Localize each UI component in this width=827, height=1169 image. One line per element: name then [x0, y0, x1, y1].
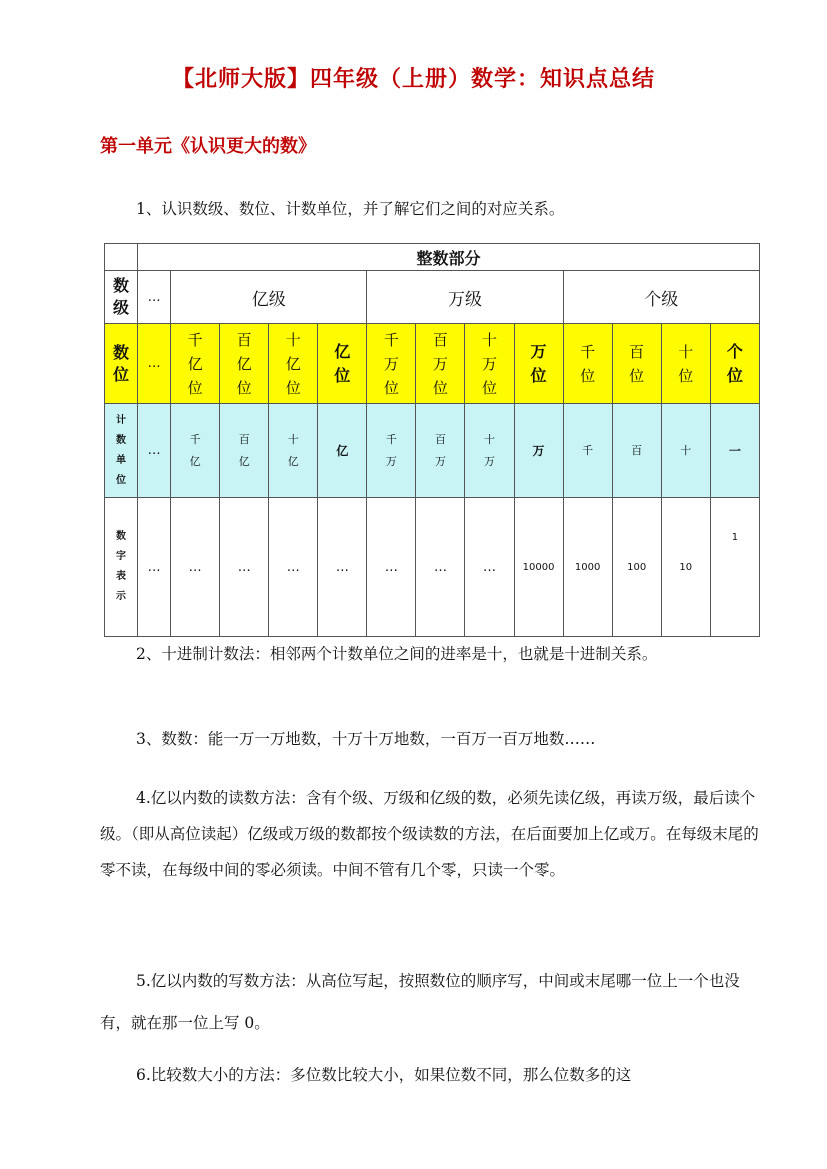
position-cell: 千万位 — [367, 324, 416, 404]
number-cell: 1000 — [563, 498, 612, 637]
level-ge: 个级 — [563, 271, 759, 324]
row-label-jibie: 数级 — [105, 271, 138, 324]
position-cell: 十位 — [661, 324, 710, 404]
level-wan: 万级 — [367, 271, 563, 324]
row-label-shuwei: 数位 — [105, 324, 138, 404]
place-value-table — [104, 243, 760, 637]
paragraph-1: 1、认识数级、数位、计数单位，并了解它们之间的对应关系。 — [136, 200, 565, 218]
whole-part-header: 整数部分 — [138, 244, 760, 271]
paragraph-6: 6.比较数大小的方法：多位数比较大小，如果位数不同，那么位数多的这 — [136, 1066, 632, 1084]
number-cell: … — [220, 498, 269, 637]
number-cell: 1 — [710, 498, 759, 637]
unit-heading: 第一单元《认识更大的数》 — [100, 136, 316, 157]
position-cell: 万位 — [514, 324, 563, 404]
number-cell: … — [416, 498, 465, 637]
unit-cell: 百亿 — [220, 404, 269, 498]
ellipsis-cell: … — [138, 271, 171, 324]
level-yi: 亿级 — [171, 271, 367, 324]
ellipsis-cell: … — [138, 324, 171, 404]
unit-cell: 十 — [661, 404, 710, 498]
paragraph-4: 4.亿以内数的读数方法：含有个级、万级和亿级的数，必须先读亿级，再读万级，最后读个级。（即从高位读起）亿级或万级的数都按个级读数的方法，在后面要加上亿或万。在每级末尾的零不读，在每级中间的零必须读。中间不管有几个零，只读一个零。 — [100, 789, 759, 879]
unit-cell: 万 — [514, 404, 563, 498]
position-cell: 千位 — [563, 324, 612, 404]
position-cell: 百位 — [612, 324, 661, 404]
position-cell: 十亿位 — [269, 324, 318, 404]
number-cell: … — [269, 498, 318, 637]
number-cell: 10000 — [514, 498, 563, 637]
position-cell: 百万位 — [416, 324, 465, 404]
unit-cell: 千 — [563, 404, 612, 498]
unit-cell: 十万 — [465, 404, 514, 498]
unit-cell: 百万 — [416, 404, 465, 498]
unit-cell: 千亿 — [171, 404, 220, 498]
position-cell: 个位 — [710, 324, 759, 404]
number-cell: 100 — [612, 498, 661, 637]
unit-cell: 千万 — [367, 404, 416, 498]
unit-cell: 百 — [612, 404, 661, 498]
ellipsis-cell: … — [138, 404, 171, 498]
number-cell: … — [465, 498, 514, 637]
number-cell: 10 — [661, 498, 710, 637]
position-cell: 百亿位 — [220, 324, 269, 404]
paragraph-3: 3、数数：能一万一万地数，十万十万地数，一百万一百万地数…… — [136, 730, 596, 748]
paragraph-2: 2、十进制计数法：相邻两个计数单位之间的进率是十，也就是十进制关系。 — [136, 645, 658, 663]
paragraph-5: 5.亿以内数的写数方法：从高位写起，按照数位的顺序写，中间或末尾哪一位上一个也没有，就在那一位上写 0。 — [100, 972, 740, 1032]
row-label-danwei: 计数单位 — [105, 404, 138, 498]
position-cell: 十万位 — [465, 324, 514, 404]
ellipsis-cell: … — [138, 498, 171, 637]
corner-cell — [105, 244, 138, 271]
number-cell: … — [318, 498, 367, 637]
unit-cell: 亿 — [318, 404, 367, 498]
row-label-biaoshi: 数字表示 — [105, 498, 138, 637]
position-cell: 千亿位 — [171, 324, 220, 404]
number-cell: … — [367, 498, 416, 637]
document-title: 【北师大版】四年级（上册）数学：知识点总结 — [171, 66, 655, 92]
unit-cell: 一 — [710, 404, 759, 498]
number-cell: … — [171, 498, 220, 637]
unit-cell: 十亿 — [269, 404, 318, 498]
position-cell: 亿位 — [318, 324, 367, 404]
